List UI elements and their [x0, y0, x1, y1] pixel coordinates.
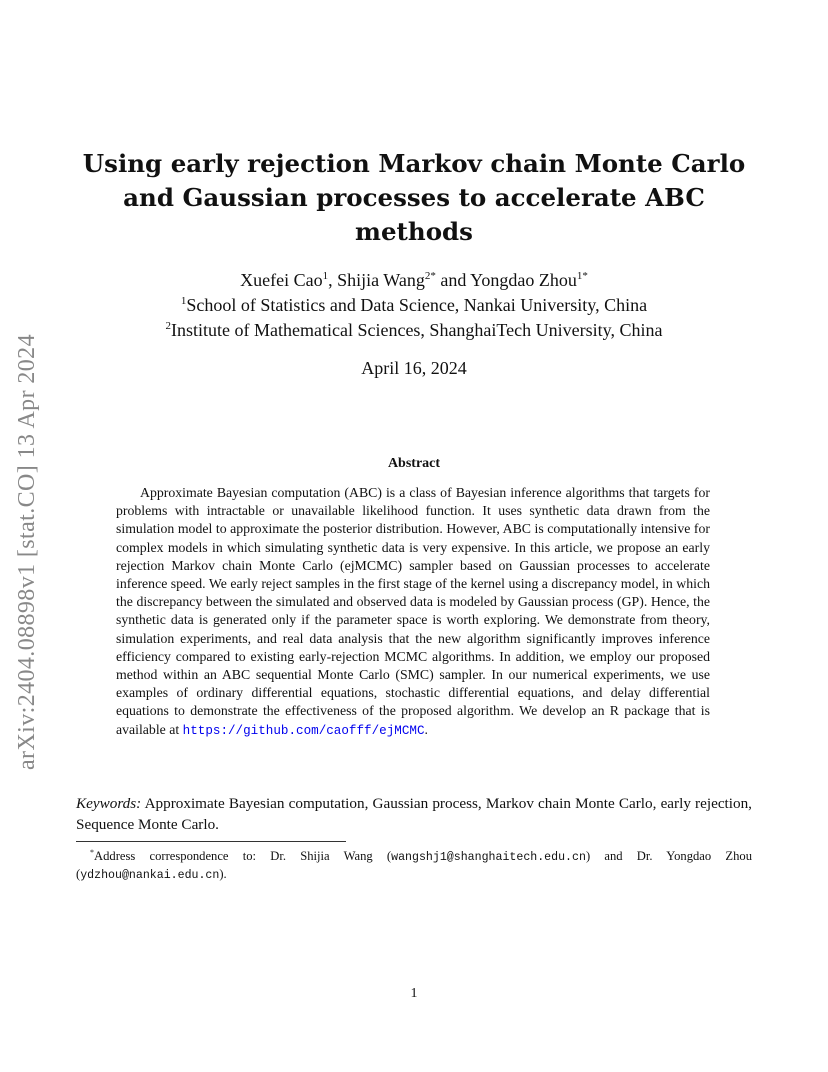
author-name: Yongdao Zhou — [470, 270, 577, 290]
footnote-suffix: ). — [219, 867, 227, 882]
email-wang[interactable]: wangshj1@shanghaitech.edu.cn — [391, 851, 586, 865]
affiliation-text: Institute of Mathematical Sciences, ShanghaiTech University, China — [171, 320, 663, 340]
footnote-divider — [76, 841, 346, 842]
github-link[interactable]: https://github.com/caofff/ejMCMC — [182, 723, 425, 738]
author-separator: and — [435, 270, 471, 290]
keywords-text: Approximate Bayesian computation, Gaussian process, Markov chain Monte Carlo, early rejection, Sequence Monte Carlo. — [76, 795, 752, 833]
author-separator: , — [328, 270, 338, 290]
author-name: Xuefei Cao — [240, 270, 323, 290]
footnote-prefix: Address correspondence to: Dr. Shijia Wang ( — [94, 849, 392, 864]
abstract-heading: Abstract — [387, 456, 441, 471]
abstract-body — [116, 484, 710, 740]
paper-title — [70, 147, 758, 249]
author-affiliation-mark: 1 — [322, 270, 329, 282]
author-list — [90, 268, 738, 293]
title-line: methods — [355, 217, 473, 246]
correspondence-footnote — [76, 844, 752, 884]
email-zhou[interactable]: ydzhou@nankai.edu.cn — [80, 869, 220, 883]
keywords-label: Keywords: — [76, 795, 142, 812]
footnote-middle: ) and Dr. Yongdao Zhou ( — [76, 849, 752, 882]
abstract-end: . — [424, 721, 428, 737]
keywords-paragraph — [76, 793, 752, 835]
author-name: Shijia Wang — [337, 270, 425, 290]
arxiv-identifier-stamp[interactable]: arXiv:2404.08898v1 [stat.CO] 13 Apr 2024 — [14, 334, 40, 770]
title-line: Using early rejection Markov chain Monte Carlo — [82, 149, 746, 178]
affiliation-text: School of Statistics and Data Science, Nankai University, China — [186, 295, 648, 315]
author-affiliation-mark: 1* — [576, 270, 588, 282]
author-affiliation-mark: 2* — [424, 270, 436, 282]
title-line: and Gaussian processes to accelerate ABC — [123, 183, 705, 212]
affiliation-line — [90, 318, 738, 343]
footnote-marker: * — [90, 848, 94, 857]
page-number: 1 — [410, 986, 418, 1001]
paper-date: April 16, 2024 — [361, 358, 467, 378]
affiliation-line — [90, 293, 738, 318]
author-block — [90, 268, 738, 343]
affiliation-mark: 1 — [180, 295, 187, 307]
affiliation-mark: 2 — [165, 320, 172, 332]
abstract-text: Approximate Bayesian computation (ABC) is a class of Bayesian inference algorithms that targets for problems with intractable or unavailable likelihood function. It uses synthetic data drawn from the simulation model to approximate the posterior distribution. However, ABC is computationally intensive for complex models in which simulating synthetic data is very expensive. In this article, we propose an early rejection Markov chain Monte Carlo (ejMCMC) sampler based on Gaussian processes to accelerate inference speed. We early reject samples in the first stage of the kernel using a discrepancy model, in which the discrepancy between the simulated and observed data is modeled by Gaussian process (GP). Hence, the synthetic data is generated only if the parameter space is worth exploring. We demonstrate from theory, simulation experiments, and real data analysis that the new algorithm significantly improves inference efficiency compared to existing early-rejection MCMC algorithms. In addition, we employ our proposed method within an ABC sequential Monte Carlo (SMC) sampler. In our numerical experiments, we use examples of ordinary differential equations, stochastic differential equations, and delay differential equations to demonstrate the effectiveness of the proposed algorithm. We develop an R package that is available at — [116, 485, 710, 737]
